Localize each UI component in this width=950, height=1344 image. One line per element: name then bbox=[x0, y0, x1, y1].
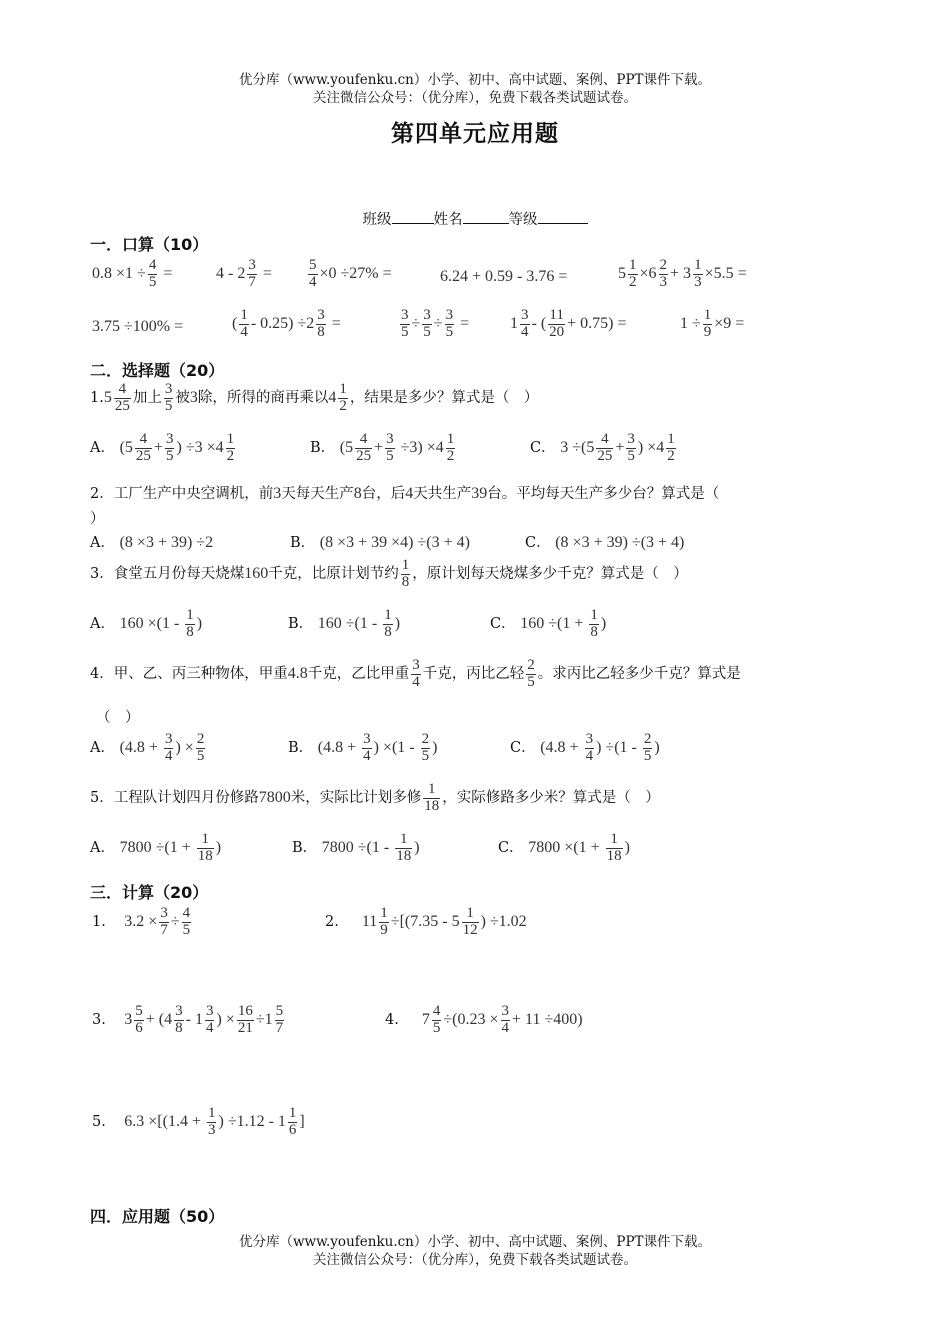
header-line-1: 优分库（www.youfenku.cn）小学、初中、高中试题、案例、PPT课件下载。 bbox=[238, 72, 712, 88]
footer-line-1: 优分库（www.youfenku.cn）小学、初中、高中试题、案例、PPT课件下载。 bbox=[238, 1234, 712, 1250]
choice-question-3: 3．食堂五月份每天烧煤160千克，比原计划节约 $\frac{1}{8}$ ，原计划每天烧煤多少千克？算式是（ ） bbox=[90, 557, 688, 590]
footer-line-2: 关注微信公众号：（优分库），免费下载各类试题试卷。 bbox=[313, 1252, 637, 1268]
section-3-heading: 三．计算（20） bbox=[90, 883, 209, 902]
name-label: 姓名 bbox=[433, 212, 463, 228]
section-2-heading: 二．选择题（20） bbox=[90, 361, 225, 380]
q3-option-a: A． 160 ×(1 - $\frac{1}{8}$ ) bbox=[90, 607, 203, 640]
oral-item-5: 5 $\frac{1}{2}$ ×6 $\frac{2}{3}$ + 3 $\frac{1}{3}$ ×5.5 = bbox=[618, 257, 747, 290]
q1-option-c: C． 3 ÷(5 $\frac{4}{25}$ + $\frac{3}{5}$ ) ×4 $\frac{1}{2}$ bbox=[530, 431, 675, 464]
section-1-heading: 一．口算（10） bbox=[90, 235, 209, 254]
choice-question-2-cont: ） bbox=[90, 511, 105, 527]
oral-item-3: $\frac{5}{4}$ ×0 ÷27% = bbox=[309, 257, 392, 290]
q2-option-b: B． (8 ×3 + 39 ×4) ÷(3 + 4) bbox=[290, 534, 470, 551]
calc-item-4: 4. 7 $\frac{4}{5}$ ÷(0.23 × $\frac{3}{4}$ + 11 ÷400) bbox=[385, 1003, 583, 1036]
calc-item-3: 3. 3 $\frac{5}{6}$ + (4 $\frac{3}{8}$ - 1 $\frac{3}{4}$ ) × $\frac{16}{21}$ ÷1 $\frac{5}{7}$ bbox=[92, 1003, 284, 1036]
page-title: 第四单元应用题 bbox=[391, 121, 559, 147]
oral-item-7: ( $\frac{1}{4}$ - 0.25) ÷2 $\frac{3}{8}$ = bbox=[232, 307, 341, 340]
calc-item-2: 2. 11 $\frac{1}{9}$ ÷[(7.35 - 5 $\frac{1}{12}$ ) ÷1.02 bbox=[325, 905, 527, 938]
grade-label: 等级 bbox=[508, 212, 538, 228]
q4-option-c: C． (4.8 + $\frac{3}{4}$ ) ÷(1 - $\frac{2}{5}$ ) bbox=[510, 731, 660, 764]
q2-option-a: A． (8 ×3 + 39) ÷2 bbox=[90, 534, 214, 551]
calc-item-1: 1. 3.2 × $\frac{3}{7}$ ÷ $\frac{4}{5}$ bbox=[92, 905, 191, 938]
choice-question-5: 5．工程队计划四月份修路7800米，实际比计划多修 $\frac{1}{18}$ ，实际修路多少米？算式是（ ） bbox=[90, 781, 660, 814]
class-blank bbox=[392, 211, 434, 224]
q4-option-b: B． (4.8 + $\frac{3}{4}$ ) ×(1 - $\frac{2}{5}$ ) bbox=[288, 731, 438, 764]
oral-item-9: 1 $\frac{3}{4}$ - ( $\frac{11}{20}$ + 0.75) = bbox=[510, 307, 627, 340]
q3-option-c: C． 160 ÷(1 + $\frac{1}{8}$ ) bbox=[490, 607, 607, 640]
q5-option-c: C． 7800 ×(1 + $\frac{1}{18}$ ) bbox=[498, 831, 630, 864]
header-line-2: 关注微信公众号：（优分库），免费下载各类试题试卷。 bbox=[313, 90, 637, 106]
q5-option-a: A． 7800 ÷(1 + $\frac{1}{18}$ ) bbox=[90, 831, 222, 864]
q5-option-b: B． 7800 ÷(1 - $\frac{1}{18}$ ) bbox=[292, 831, 420, 864]
student-info-line bbox=[0, 208, 950, 229]
oral-item-1: 0.8 ×1 ÷ $\frac{4}{5}$ = bbox=[92, 257, 173, 290]
q3-option-b: B． 160 ÷(1 - $\frac{1}{8}$ ) bbox=[288, 607, 401, 640]
q1-option-b: B． (5 $\frac{4}{25}$ + $\frac{3}{5}$ ÷3) ×4 $\frac{1}{2}$ bbox=[310, 431, 455, 464]
class-label: 班级 bbox=[362, 212, 392, 228]
q4-option-a: A． (4.8 + $\frac{3}{4}$ ) × $\frac{2}{5}$ bbox=[90, 731, 205, 764]
name-blank bbox=[463, 211, 509, 224]
oral-item-2: 4 - 2 $\frac{3}{7}$ = bbox=[216, 257, 272, 290]
oral-item-10: 1 ÷ $\frac{1}{9}$ ×9 = bbox=[680, 307, 745, 340]
choice-question-2: 2．工厂生产中央空调机，前3天每天生产8台，后4天共生产39台。平均每天生产多少台？算式是（ bbox=[90, 485, 720, 502]
section-4-heading: 四．应用题（50） bbox=[90, 1207, 225, 1226]
oral-item-6: 3.75 ÷100% = bbox=[92, 318, 184, 335]
choice-question-4-cont: （ ） bbox=[96, 710, 140, 726]
choice-question-1: 1.5 $\frac{4}{25}$ 加上 $\frac{3}{5}$ 被3除，所得的商再乘以4 $\frac{1}{2}$ ，结果是多少？算式是（ ） bbox=[90, 381, 539, 414]
calc-item-5: 5. 6.3 ×[(1.4 + $\frac{1}{3}$ ) ÷1.12 - 1 $\frac{1}{6}$ ] bbox=[92, 1105, 305, 1138]
grade-blank bbox=[538, 211, 588, 224]
q2-option-c: C． (8 ×3 + 39) ÷(3 + 4) bbox=[525, 534, 685, 551]
q1-option-a: A． (5 $\frac{4}{25}$ + $\frac{3}{5}$ ) ÷3 ×4 $\frac{1}{2}$ bbox=[90, 431, 235, 464]
oral-item-8: $\frac{3}{5}$ ÷ $\frac{3}{5}$ ÷ $\frac{3}{5}$ = bbox=[401, 307, 470, 340]
oral-item-4: 6.24 + 0.59 - 3.76 = bbox=[440, 268, 568, 285]
choice-question-4: 4．甲、乙、丙三种物体，甲重4.8千克，乙比甲重 $\frac{3}{4}$ 千克，丙比乙轻 $\frac{2}{5}$ 。求丙比乙轻多少千克？算式是 bbox=[90, 657, 741, 690]
